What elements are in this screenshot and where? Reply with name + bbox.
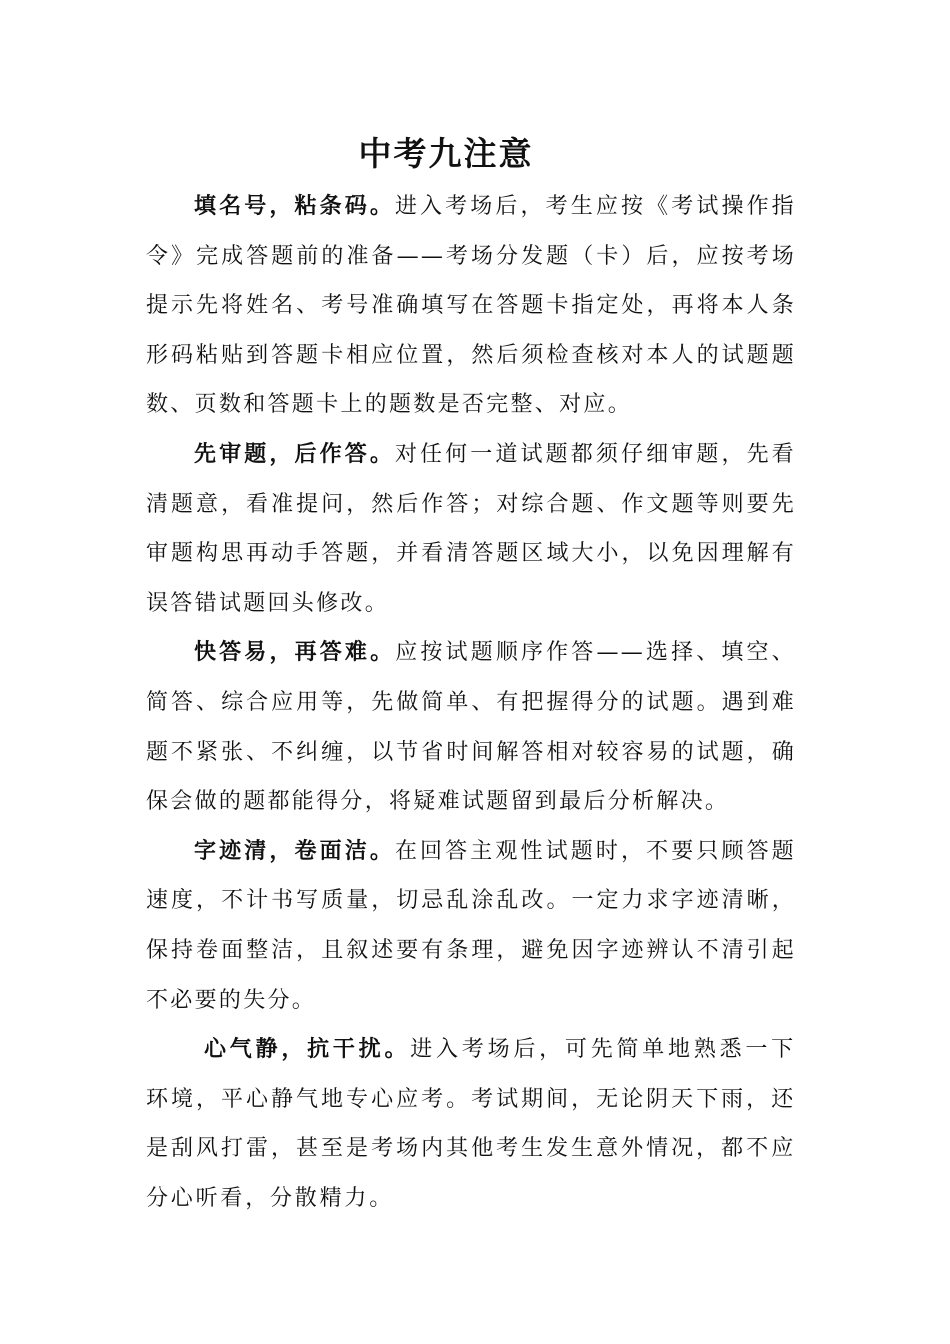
paragraph-heading: 快答易，再答难。 <box>194 639 396 666</box>
paragraph-heading: 字迹清，卷面洁。 <box>194 837 395 864</box>
document-title: 中考九注意 <box>358 134 534 173</box>
document-body <box>146 182 796 1223</box>
paragraph-fill-name-barcode <box>146 182 796 430</box>
paragraph-heading: 心气静，抗干扰。 <box>204 1036 411 1063</box>
paragraph-text: 应按试题顺序作答——选择、填空、简答、综合应用等，先做简单、有把握得分的试题。遇到难题不紧张、不纠缠，以节省时间解答相对较容易的试题，确保会做的题都能得分，将疑难试题留到最后分析解决。 <box>146 640 796 815</box>
paragraph-text: 进入考场后，考生应按《考试操作指令》完成答题前的准备——考场分发题（卡）后，应按考场提示先将姓名、考号准确填写在答题卡指定处，再将本人条形码粘贴到答题卡相应位置，然后须检查核对本人的试题题数、页数和答题卡上的题数是否完整、对应。 <box>146 194 796 418</box>
paragraph-stay-calm <box>146 1025 796 1223</box>
paragraph-review-questions <box>146 430 796 628</box>
paragraph-heading: 先审题，后作答。 <box>194 440 395 467</box>
paragraph-text: 进入考场后，可先简单地熟悉一下环境，平心静气地专心应考。考试期间，无论阴天下雨，还是刮风打雷，甚至是考场内其他考生发生意外情况，都不应分心听看，分散精力。 <box>146 1037 796 1211</box>
paragraph-easy-first <box>146 628 796 826</box>
paragraph-text: 在回答主观性试题时，不要只顾答题速度，不计书写质量，切忌乱涂乱改。一定力求字迹清晰，保持卷面整洁，且叙述要有条理，避免因字迹辨认不清引起不必要的失分。 <box>146 838 796 1013</box>
paragraph-heading: 填名号，粘条码。 <box>194 193 395 219</box>
paragraph-text: 对任何一道试题都须仔细审题，先看清题意，看准提问，然后作答；对综合题、作文题等则要先审题构思再动手答题，并看清答题区域大小，以免因理解有误答错试题回头修改。 <box>146 441 796 616</box>
paragraph-neat-writing <box>146 827 796 1025</box>
